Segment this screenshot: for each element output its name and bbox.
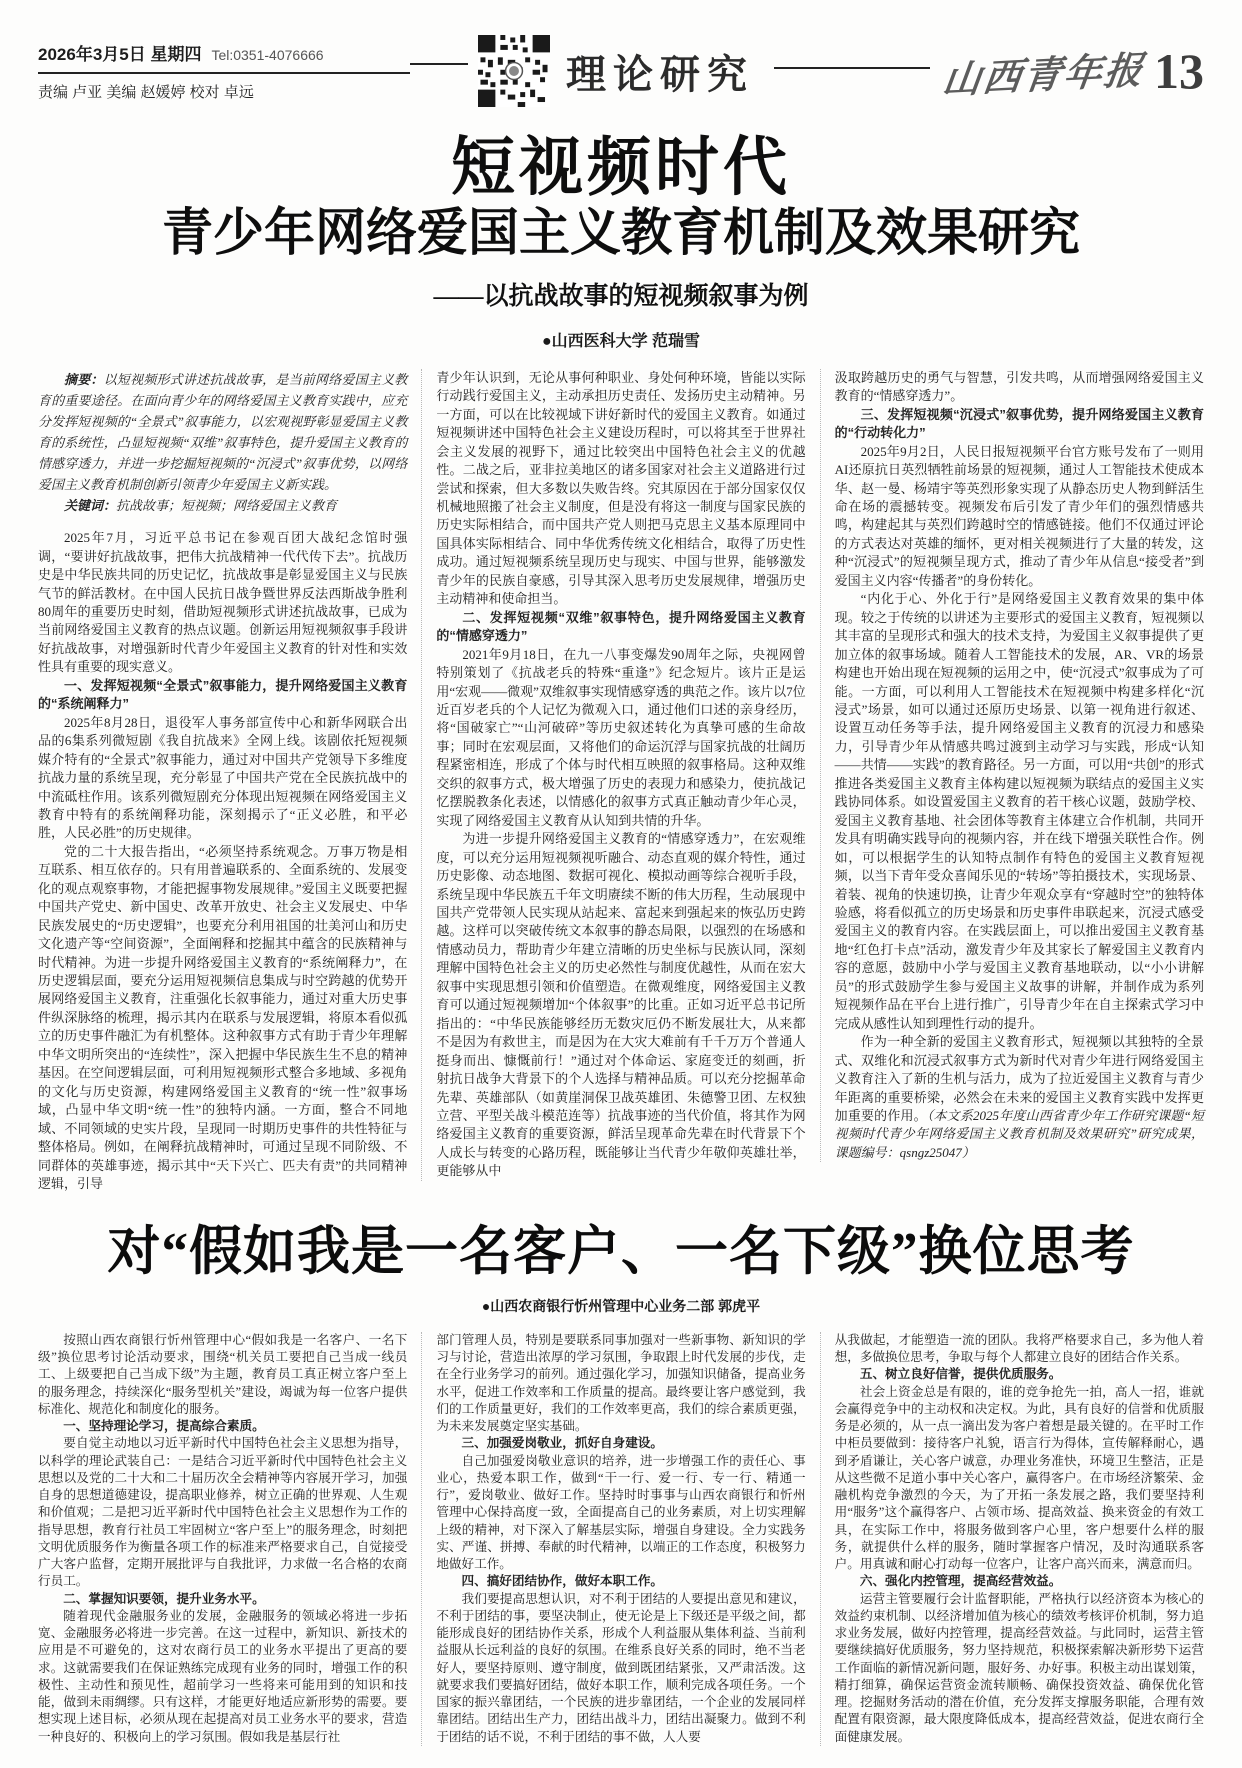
paragraph: 汲取跨越历史的勇气与智慧，引发共鸣，从而增强网络爱国主义教育的“情感穿透力”。 <box>834 369 1204 404</box>
section-heading: 一、发挥短视频“全景式”叙事能力，提升网络爱国主义教育的“系统阐释力” <box>38 677 408 712</box>
text-column <box>820 369 1204 1162</box>
page-header <box>38 34 1204 108</box>
article-2-title: 对“假如我是一名客户、一名下级”换位思考 <box>107 1223 1135 1282</box>
article-1 <box>38 134 1204 1193</box>
section-heading: 五、树立良好信誉，提供优质服务。 <box>859 1367 1062 1382</box>
section-heading: 二、发挥短视频“双维”叙事特色，提升网络爱国主义教育的“情感穿透力” <box>436 609 806 644</box>
article-1-title-line1: 短视频时代 <box>451 132 791 203</box>
text-column <box>38 369 421 1194</box>
paragraph: 为进一步提升网络爱国主义教育的“情感穿透力”，在宏观维度，可以充分运用短视频视听融合、动态直观的媒介特性，通过历史影像、动态地图、数据可视化、模拟动画等综合视听手段，系统呈现中华民族五千年文明赓续不断的伟大历程，生动展现中国共产党带领人民实现从站起来、富起来到强起来的恢弘历史跨越。这样可以突破传统文本叙事的静态局限，以强烈的在场感和情感动员力，帮助青少年建立清晰的历史坐标与民族认同，深刻理解中国特色社会主义的历史必然性与制度优越性，从而在宏大叙事中实现思想引领和价值塑造。在微观维度，网络爱国主义教育可以通过短视频增加“个体叙事”的比重。正如习近平总书记所指出的：“中华民族能够经历无数灾厄仍不断发展壮大，从来都不是因为有救世主，而是因为在大灾大难前有千千万万个普通人挺身而出、慷慨前行！”通过对个体命运、家庭变迁的刻画，折射抗日战争大背景下的个人选择与精神品质。可以充分挖掘革命先辈、英雄部队（如黄崖洞保卫战英雄团、朱德警卫团、左权独立营、平型关战斗模范连等）抗战事迹的当代价值，将其作为网络爱国主义教育的重要资源，鲜活呈现革命先辈在时代背景下个人成长与转变的心路历程，既能够让当代青少年敬仰英雄壮举，更能够从中 <box>436 831 806 1179</box>
paragraph: 2025年7月，习近平总书记在参观百团大战纪念馆时强调，“要讲好抗战故事，把伟大抗战精神一代代传下去”。抗战历史是中华民族共同的历史记忆，抗战故事是彰显爱国主义与民族气节的鲜活教材。在中国人民抗日战争暨世界反法西斯战争胜利80周年的重要历史时刻，借助短视频形式讲述抗战故事，已成为当前网络爱国主义教育的热点议题。创新运用短视频叙事手段讲好抗战故事，对增强新时代青少年爱国主义教育的针对性和实效性具有重要的现实意义。 <box>38 530 408 675</box>
date-row <box>38 40 410 74</box>
text-column <box>38 1332 421 1746</box>
header-rule-left <box>410 63 468 65</box>
article-1-body <box>38 369 1204 1194</box>
article-1-subtitle: ——以抗战故事的短视频叙事为例 <box>433 282 809 310</box>
abstract: 摘要：以短视频形式讲述抗战故事，是当前网络爱国主义教育的重要途径。在面向青少年的网络爱国主义教育实践中，应充分发挥短视频的“全景式”叙事能力，以宏观视野彰显爱国主义教育的系统性，凸显短视频“双维”叙事特色，提升爱国主义教育的情感穿透力，并进一步挖掘短视频的“沉浸式”叙事优势，以网络爱国主义教育机制创新引领青少年爱国主义新实践。 <box>38 371 408 493</box>
paragraph: 社会上资金总是有限的，谁的竞争抢先一拍，高人一招，谁就会赢得竞争中的主动权和决定权。为此，具有良好的信誉和优质服务是必须的，从一点一滴出发为客户着想是最关键的。在平时工作中柜员要做到：接待客户礼貌，语言行为得体，宣传解释耐心，遇到矛盾谦让，关心客户诚意，办理业务准快，环境卫生整洁，正是从这些微不足道小事中关心客户，赢得客户。在市场经济繁荣、金融机构竞争激烈的今天，为了开拓一条发展之路，我们要坚持利用“服务”这个赢得客户、占领市场、提高效益、换来资金的有效工具，在实际工作中，将服务做到客户心里，客户想要什么样的服务，就提供什么样的服务，随时掌握客户情况，及时沟通联系客户。用真诚和耐心打动每一位客户，让客户高兴而来，满意而归。 <box>834 1384 1204 1572</box>
paragraph: 2025年9月2日，人民日报短视频平台官方账号发布了一则用AI还原抗日英烈牺牲前场景的短视频，通过人工智能技术使成本华、赵一曼、杨靖宇等英烈形象实现了从静态历史人物到鲜活生命在场的震撼转变。视频发布后引发了青少年们的强烈情感共鸣，构建起其与英烈们跨越时空的情感链接。他们不仅通过评论的方式表达对英雄的缅怀，更对相关视频进行了大量的转发，这种“沉浸式”的短视频呈现方式，推动了青少年从信息“接受者”到爱国主义内容“传播者”的身份转化。 <box>834 443 1204 588</box>
section-heading: 一、坚持理论学习，提高综合素质。 <box>63 1419 265 1434</box>
newspaper-masthead: 山西青年报 <box>940 49 1147 102</box>
section-title: 理论研究 <box>566 51 754 97</box>
paragraph: 按照山西农商银行忻州管理中心“假如我是一名客户、一名下级”换位思考讨论活动要求，围绕“机关员工要把自己当成一线员工、上级要把自己当成下级”为主题，教育员工真正树立客户至上的服务理念，持续深化“服务型机关”建设，竭诚为每一位客户提供标准化、规范化和制度化的服务。 <box>38 1332 408 1416</box>
paragraph: “内化于心、外化于行”是网络爱国主义教育效果的集中体现。较之于传统的以讲述为主要形式的爱国主义教育，短视频以其丰富的呈现形式和强大的技术支持，为爱国主义叙事提供了更加立体的叙事场域。随着人工智能技术的发展，AR、VR的场景构建也开始出现在短视频的运用之中，使“沉浸式”叙事成为了可能。一方面，可以利用人工智能技术在短视频中构建多样化“沉浸式”场景，如可以通过还原历史场景、以第一视角进行叙述、设置互动任务等手法，提升网络爱国主义教育的沉浸力和感染力，引导青少年从情感共鸣过渡到主动学习与实践，形成“认知——共情——实践”的教育路径。另一方面，可以用“共创”的形式推进各类爱国主义教育主体构建以短视频为联结点的爱国主义实践协同体系。如设置爱国主义教育的若干核心议题，鼓励学校、爱国主义教育基地、社会团体等教育主体建立合作机制，共同开发具有明确实践导向的视频内容，并在线下增强关联性合作。例如，可以根据学生的认知特点制作有特色的爱国主义教育短视频，以当下青年受众喜闻乐见的“转场”等拍摄技术，实现场景、着装、视角的快速切换，让青少年观众享有“穿越时空”的独特体验感，将看似孤立的历史场景和历史事件串联起来，沉浸式感受爱国主义的教育内容。在实践层面上，可以推出爱国主义教育基地“红色打卡点”活动，激发青少年及其家长了解爱国主义教育内容的意愿，鼓励中小学与爱国主义教育基地联动，以“小小讲解员”的形式鼓励学生参与爱国主义故事的讲解，并制作成为系列短视频作品在平台上进行推广，引导青少年在自主探索式学习中完成从感性认知到理性行动的提升。 <box>834 591 1204 1031</box>
article-1-title <box>38 134 1204 312</box>
article-1-author: ●山西医科大学 范瑞雪 <box>541 332 701 350</box>
paragraph: 2025年8月28日，退役军人事务部宣传中心和新华网联合出品的6集系列微短剧《我自抗战来》全网上线。该剧依托短视频媒介特有的“全景式”叙事能力，通过对中国共产党领导下多维度抗战力量的系统呈现，充分彰显了中国共产党在全民族抗战中的中流砥柱作用。该系列微短剧充分体现出短视频在网络爱国主义教育中特有的系统阐释功能，深刻揭示了“正义必胜，和平必胜，人民必胜”的历史规律。 <box>38 714 408 841</box>
page-number: 13 <box>1154 43 1204 99</box>
paragraph: 青少年认识到，无论从事何种职业、身处何种环境，皆能以实际行动践行爱国主义，主动承担历史责任、发扬历史主动精神。另一方面，可以在比较视域下讲好新时代的爱国主义教育。如通过短视频讲述中国特色社会主义建设历程时，可以将其至于世界社会主义发展的视野下，通过比较突出中国特色社会主义的优越性。二战之后，亚非拉美地区的诸多国家对社会主义道路进行过尝试和探索，但大多数以失败告终。究其原因在于部分国家仅仅机械地照搬了社会主义制度，但是没有将这一制度与国家民族的历史实际相结合，而中国共产党人则把马克思主义基本原理同中国具体实际相结合、同中华优秀传统文化相结合，取得了历史性成功。通过短视频系统呈现历史与现实、中国与世界，能够激发青少年的民族自豪感，引导其深入思考历史发展规律，增强历史主动精神和使命担当。 <box>436 369 806 607</box>
section-heading: 六、强化内控管理，提高经营效益。 <box>859 1574 1062 1589</box>
article-2 <box>38 1223 1204 1745</box>
editors-line: 责编 卢亚 美编 赵媛婷 校对 卓远 <box>38 84 254 101</box>
text-column <box>820 1332 1204 1746</box>
paragraph: 我们要提高思想认识，对不利于团结的人要提出意见和建议，不利于团结的事，要坚决制止，使无论是上下级还是平级之间，都能形成良好的团结协作关系，形成个人利益服从集体利益、当前利益服从长远利益的良好的氛围。在维系良好关系的同时，绝不当老好人，要坚持原则、遵守制度，做到既团结紧张，又严肃活泼。这就要求我们要搞好团结，做好本职工作，顺利完成各项任务。一个国家的振兴靠团结，一个民族的进步靠团结，一个企业的发展同样靠团结。团结出生产力，团结出战斗力，团结出凝聚力。做到不利于团结的话不说，不利于团结的事不做，人人要 <box>436 1591 806 1744</box>
text-column <box>421 369 819 1181</box>
paragraph: 部门管理人员，特别是要联系同事加强对一些新事物、新知识的学习与讨论，营造出浓厚的学习氛围，争取跟上时代发展的步伐，走在全行业务学习的前列。通过强化学习，加强知识储备，提高业务水平，促进工作效率和工作质量的提高。最终要让客户感觉到，我们的工作质量更好，我们的工作效率更高，我们的综合素质更强，为未来发展奠定坚实基础。 <box>436 1332 806 1434</box>
article-1-title-line2: 青少年网络爱国主义教育机制及效果研究 <box>161 206 1080 263</box>
date-text: 2026年3月5日 星期四 <box>38 45 202 64</box>
paragraph: 从我做起，才能塑造一流的团队。我将严格要求自己，多为他人着想，多做换位思考，争取与每个人都建立良好的团结合作关系。 <box>834 1332 1204 1365</box>
header-left-block <box>38 40 410 102</box>
paragraph: 党的二十大报告指出，“必须坚持系统观念。万事万物是相互联系、相互依存的。只有用普遍联系的、全面系统的、发展变化的观点观察事物，才能把握事物发展规律。”爱国主义既要把握中国共产党史、新中国史、改革开放史、社会主义发展史、中华民族发展史的“历史逻辑”，也要充分利用祖国的壮美河山和历史文化遗产等“空间资源”，全面阐释和挖掘其中蕴含的民族精神与时代精神。为进一步提升网络爱国主义教育的“系统阐释力”，在历史逻辑层面，要充分运用短视频信息集成与时空跨越的优势开展网络爱国主义教育，注重强化长叙事能力，通过对重大历史事件纵深脉络的梳理，揭示其内在联系与发展逻辑，将原本看似孤立的历史事件融汇为有机整体。这种叙事方式有助于青少年理解中华文明所突出的“连续性”，深入把握中华民族生生不息的精神基因。在空间逻辑层面，可利用短视频形式整合多地域、多视角的文化与历史资源，构建网络爱国主义教育的“统一性”叙事场域，凸显中华文明“统一性”的独特内涵。一方面，整合不同地域、不同领域的史实片段，呈现同一时期历史事件的共性特征与整体格局。例如，在阐释抗战精神时，可通过呈现不同阶级、不同群体的英雄事迹，揭示其中“天下兴亡、匹夫有责”的共同精神逻辑，引导 <box>38 843 408 1192</box>
keywords: 关键词：抗战故事；短视频；网络爱国主义教育 <box>64 498 338 514</box>
paragraph: 自己加强爱岗敬业意识的培养，进一步增强工作的责任心、事业心，热爱本职工作，做到“干一行、爱一行、专一行、精通一行”，爱岗敬业、做好工作。坚持时时事事与山西农商银行和忻州管理中心保持高度一致，全面提高自己的业务素质，对上切实理解上级的精神，对下深入了解基层实际，增强自身建设。全力实践务实、严谨、拼搏、奉献的时代精神，以端正的工作态度，积极努力地做好工作。 <box>436 1453 806 1572</box>
header-rule-right <box>774 67 930 69</box>
article-2-author: ●山西农商银行忻州管理中心业务二部 郭虎平 <box>481 1297 761 1314</box>
section-heading: 三、加强爱岗敬业，抓好自身建设。 <box>461 1436 664 1451</box>
section-heading: 三、发挥短视频“沉浸式”叙事优势，提升网络爱国主义教育的“行动转化力” <box>834 406 1204 441</box>
paragraph: 作为一种全新的爱国主义教育形式，短视频以其独特的全景式、双维化和沉浸式叙事方式为新时代对青少年进行网络爱国主义教育注入了新的生机与活力，成为了拉近爱国主义教育与青少年距离的重要桥梁，必然会在未来的爱国主义教育实践中发挥更加重要的作用。（本文系2025年度山西省青少年工作研究课题“短视频时代青少年网络爱国主义教育机制及效果研究”研究成果，课题编号：qsngz25047） <box>834 1034 1204 1160</box>
qr-code-icon <box>478 35 550 107</box>
text-column <box>421 1332 819 1746</box>
paragraph: 要自觉主动地以习近平新时代中国特色社会主义思想为指导，以科学的理论武装自己：一是结合习近平新时代中国特色社会主义思想以及党的二十大和二十届历次全会精神等内容展开学习，加强自身的思想道德建设，提高职业修养，树立正确的世界观、人生观和价值观；二是把习近平新时代中国特色社会主义思想作为工作的指导思想，教育行社员工牢固树立“客户至上”的服务理念，时刻把文明优质服务作为衡量各项工作的标准来严格要求自己，自觉接受广大客户监督，定期开展批评与自我批评，力求做一名合格的农商行员工。 <box>38 1436 408 1589</box>
article-2-body <box>38 1332 1204 1746</box>
paragraph: 随着现代金融服务业的发展，金融服务的领域必将进一步拓宽、金融服务必将进一步完善。在这一过程中，新知识、新技术的应用是不可避免的，这对农商行员工的业务水平提出了更高的要求。这就需要我们在保证熟练完成现有业务的同时，增强工作的积极性、主动性和预见性，超前学习一些将来可能用到的知识和技能，做到未雨绸缪。只有这样，才能更好地适应新形势的需要。要想实现上述目标，必须从现在起提高对员工业务水平的要求，营造一种良好的、积极向上的学习氛围。假如我是基层行社 <box>38 1608 408 1744</box>
section-heading: 四、搞好团结协作，做好本职工作。 <box>461 1574 664 1589</box>
paragraph: 2021年9月18日，在九一八事变爆发90周年之际，央视网曾特别策划了《抗战老兵的特殊“重逢”》纪念短片。该片正是运用“宏观——微观”双维叙事实现情感穿透的典范之作。该片以7位近百岁老兵的个人记忆为微观入口，通过他们口述的亲身经历，将“国破家亡”“山河破碎”等历史叙述转化为真挚可感的生命故事；同时在宏观层面，又将他们的命运沉浮与国家抗战的壮阔历程紧密相连，形成了个体与时代相互映照的叙事格局。这种双维交织的叙事方式，极大增强了历史的表现力和感染力，使抗战记忆摆脱教条化表述，以情感化的叙事方式真正触动青少年心灵，实现了网络爱国主义教育从认知到共情的升华。 <box>436 646 806 828</box>
phone-number: Tel:0351-4076666 <box>211 47 324 63</box>
paragraph: 运营主管要履行会计监督职能，严格执行以经济资本为核心的效益约束机制、以经济增加值为核心的绩效考核评价机制，努力追求业务发展，做好内控管理，提高经营效益。与此同时，运营主管要继续搞好优质服务，努力坚持规范，积极探索解决新形势下运营工作面临的新情况新问题，服好务、办好事。积极主动出谋划策，精打细算，确保运营资金流转顺畅、确保投资效益、确保优化管理。挖掘财务活动的潜在价值，充分发挥支撑服务职能，合理有效配置有限资源，最大限度降低成本，提高经营效益，促进农商行全面健康发展。 <box>834 1591 1204 1744</box>
section-heading: 二、掌握知识要领，提升业务水平。 <box>63 1591 265 1606</box>
